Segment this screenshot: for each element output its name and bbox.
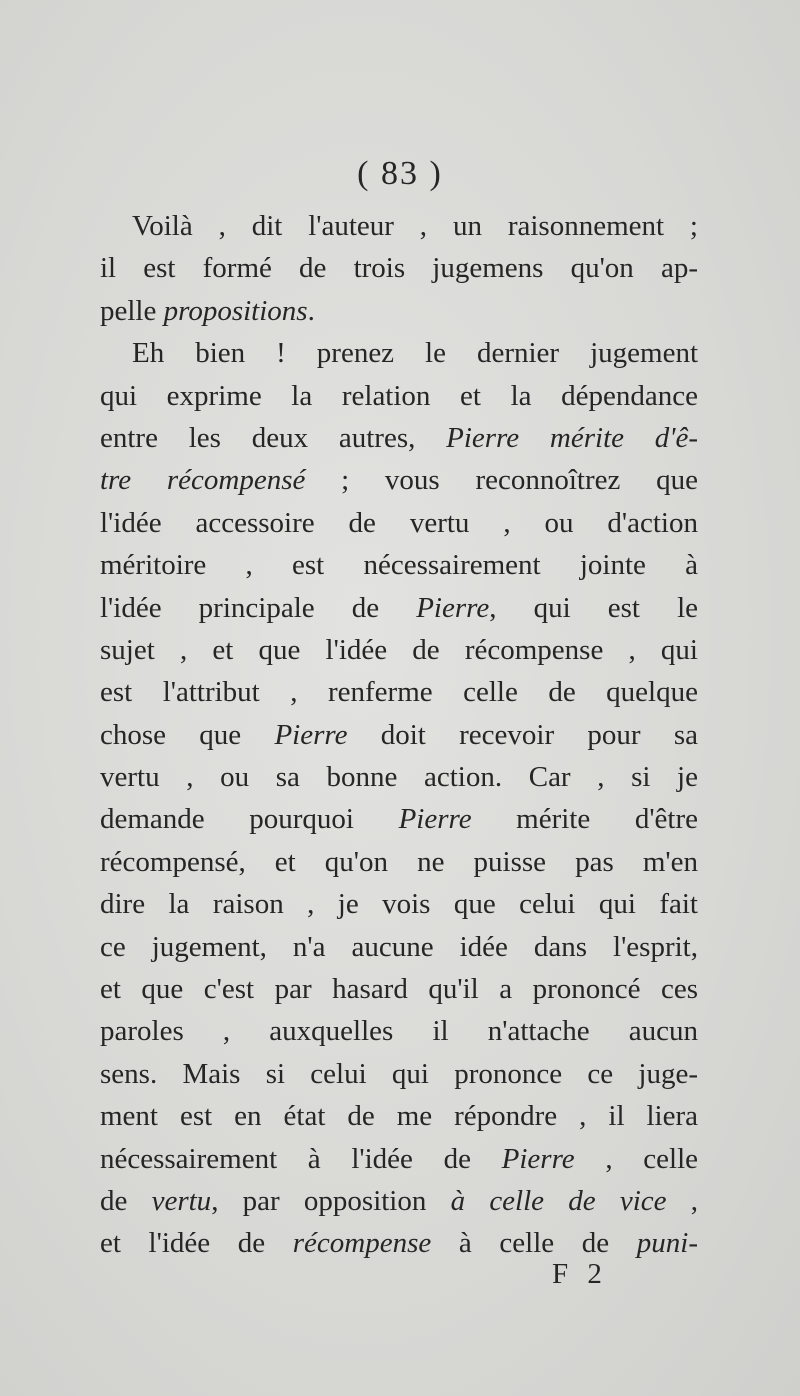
text-segment: chose que — [100, 718, 275, 751]
italic-text: Pierre — [501, 1142, 575, 1175]
text-segment: sujet , et que l'idée de récompense , qui — [100, 633, 698, 666]
text-segment: et que c'est par hasard qu'il a prononcé ces — [100, 973, 698, 1006]
italic-text: Pierre — [274, 718, 348, 751]
body-text — [100, 205, 698, 1265]
text-segment: méritoire , est nécessairement jointe à — [100, 549, 698, 582]
text-segment: Voilà , dit l'auteur , un raisonnement ; — [132, 210, 698, 242]
text-line — [100, 798, 698, 840]
text-line — [100, 968, 698, 1010]
text-segment: ce jugement, n'a aucune idée dans l'esprit, — [100, 930, 698, 963]
text-segment: , par opposition — [211, 1184, 451, 1217]
text-segment: récompensé, et qu'on ne puisse pas m'en — [100, 845, 698, 878]
text-line — [100, 714, 698, 756]
text-segment: pelle — [100, 294, 164, 327]
italic-text: Pierre mérite d'ê- — [446, 421, 698, 454]
text-line — [100, 1138, 698, 1180]
text-segment: qui exprime la relation et la dépendance — [100, 379, 698, 412]
text-line — [100, 671, 698, 713]
italic-text: Pierre — [416, 591, 490, 624]
text-segment: mérite d'être — [471, 803, 698, 836]
text-segment: , celle — [574, 1142, 698, 1175]
text-segment: dire la raison , je vois que celui qui fait — [100, 888, 698, 921]
italic-text: Pierre — [398, 803, 472, 836]
text-line — [100, 926, 698, 968]
italic-text: puni- — [636, 1227, 698, 1260]
text-line — [100, 417, 698, 459]
text-line — [100, 841, 698, 883]
text-segment: à celle de — [431, 1227, 637, 1260]
text-line — [100, 1222, 698, 1264]
signature-mark: F 2 — [552, 1258, 608, 1290]
text-line — [100, 247, 698, 289]
text-line — [100, 629, 698, 671]
text-segment: de — [100, 1184, 152, 1217]
italic-text: à celle de vice — [450, 1184, 667, 1217]
text-segment: , qui est le — [489, 591, 698, 624]
text-line — [100, 587, 698, 629]
text-line — [100, 332, 698, 374]
text-segment: nécessairement à l'idée de — [100, 1142, 502, 1175]
text-segment: sens. Mais si celui qui prononce ce juge- — [100, 1057, 698, 1090]
text-line — [100, 756, 698, 798]
text-segment: demande pourquoi — [100, 803, 399, 836]
text-segment: vertu , ou sa bonne action. Car , si je — [100, 761, 698, 794]
text-line — [100, 205, 698, 247]
text-segment: paroles , auxquelles il n'attache aucun — [100, 1015, 698, 1048]
text-line — [100, 1053, 698, 1095]
text-segment: entre les deux autres, — [100, 421, 447, 454]
text-line — [100, 544, 698, 586]
text-segment: ment est en état de me répondre , il liera — [100, 1100, 698, 1133]
text-segment: l'idée accessoire de vertu , ou d'action — [100, 506, 698, 539]
text-line — [100, 1010, 698, 1052]
text-segment: , — [666, 1184, 698, 1217]
text-segment: Eh bien ! prenez le dernier jugement — [132, 337, 698, 370]
italic-text: tre récompensé — [100, 464, 306, 497]
text-line — [100, 375, 698, 417]
text-segment: doit recevoir pour sa — [347, 718, 698, 751]
text-segment: ; vous reconnoîtrez que — [305, 464, 698, 497]
italic-text: récompense — [292, 1227, 432, 1260]
text-line — [100, 883, 698, 925]
text-segment: . — [307, 294, 315, 327]
italic-text: vertu — [151, 1184, 212, 1217]
text-segment: et l'idée de — [100, 1227, 293, 1260]
text-segment: l'idée principale de — [100, 591, 417, 624]
text-segment: est l'attribut , renferme celle de quelque — [100, 676, 698, 709]
text-segment: il est formé de trois jugemens qu'on ap- — [100, 252, 698, 285]
page-number: ( 83 ) — [357, 155, 443, 192]
text-line — [100, 502, 698, 544]
text-line — [100, 459, 698, 501]
text-line — [100, 1095, 698, 1137]
text-line — [100, 1180, 698, 1222]
italic-text: propositions — [163, 294, 308, 327]
text-line — [100, 290, 698, 332]
